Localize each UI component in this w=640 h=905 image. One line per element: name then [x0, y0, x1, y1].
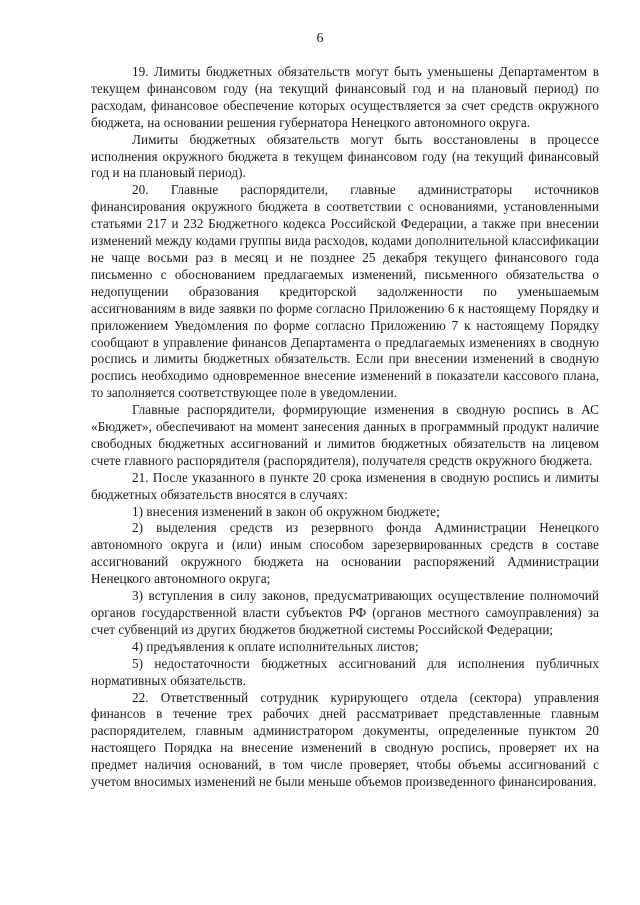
list-item-3: 3) вступления в силу законов, предусматривающих осуществление полномочий органов государственной власти субъектов РФ (органов местного самоуправления) за счет субвенций из других бюджетов бюджетной системы Российской Федерации; [91, 588, 599, 637]
paragraph-20: 20. Главные распорядители, главные администраторы источников финансирования окружного бюджета в соответствии с основаниями, установленными статьями 217 и 232 Бюджетного кодекса Российской Федерации, а также при внесении изменений между кодами группы вида расходов, кодами дополнительной классификации не чаще восьми раз в месяц и не позднее 25 декабря текущего финансового года письменно с обоснованием предлагаемых изменений, письменного обязательства о недопущении образования кредиторской задолженности по уменьшаемым ассигнованиям в виде заявки по форме согласно Приложению 6 к настоящему Порядку и приложением Уведомления по форме согласно Приложению 7 к настоящему Порядку сообщают в управление финансов Департамента о предлагаемых изменениях в сводную роспись и лимиты бюджетных обязательств. Если при внесении изменений в сводную роспись необходимо одновременное внесение изменений в показатели кассового плана, то заполняется соответствующее поле в уведомлении. [91, 182, 599, 401]
page-number: 6 [316, 30, 324, 45]
document-body [91, 64, 599, 791]
paragraph-22: 22. Ответственный сотрудник курирующего отдела (сектора) управления финансов в течение трех рабочих дней рассматривает представленные главным распорядителем, главным администратором документы, определенные пунктом 20 настоящего Порядка на внесение изменений в сводную роспись, проверяет их на предмет наличия оснований, в том числе проверяет, чтобы объемы ассигнований с учетом вносимых изменений не были меньше объемов произведенного финансирования. [91, 689, 599, 790]
paragraph-20-as-budget: Главные распорядители, формирующие изменения в сводную роспись в АС «Бюджет», обеспечивают на момент занесения данных в программный продукт наличие свободных бюджетных ассигнований и лимитов бюджетных обязательств на лицевом счете главного распорядителя (распорядителя), получателя средств окружного бюджета. [91, 402, 599, 468]
list-item-1: 1) внесения изменений в закон об окружном бюджете; [132, 503, 440, 519]
paragraph-19-restore: Лимиты бюджетных обязательств могут быть восстановлены в процессе исполнения окружного бюджета в текущем финансовом году (на текущий финансовый год и на плановый период). [91, 131, 599, 181]
paragraph-19: 19. Лимиты бюджетных обязательств могут быть уменьшены Департаментом в текущем финансовом году (на текущий финансовый год и на плановый период) по расходам, финансовое обеспечение которых осуществляется за счет средств окружного бюджета, на основании решения губернатора Ненецкого автономного округа. [91, 64, 599, 130]
list-item-2: 2) выделения средств из резервного фонда Администрации Ненецкого автономного округа и (или) иным способом зарезервированных средств в составе ассигнований окружного бюджета на основании распоряжений Администрации Ненецкого автономного округа; [91, 520, 599, 587]
list-item-5: 5) недостаточности бюджетных ассигнований для исполнения публичных нормативных обязательств. [91, 655, 599, 688]
paragraph-21: 21. После указанного в пункте 20 срока изменения в сводную роспись и лимиты бюджетных обязательств вносятся в случаях: [91, 469, 599, 502]
list-item-4: 4) предъявления к оплате исполнительных листов; [132, 638, 419, 654]
